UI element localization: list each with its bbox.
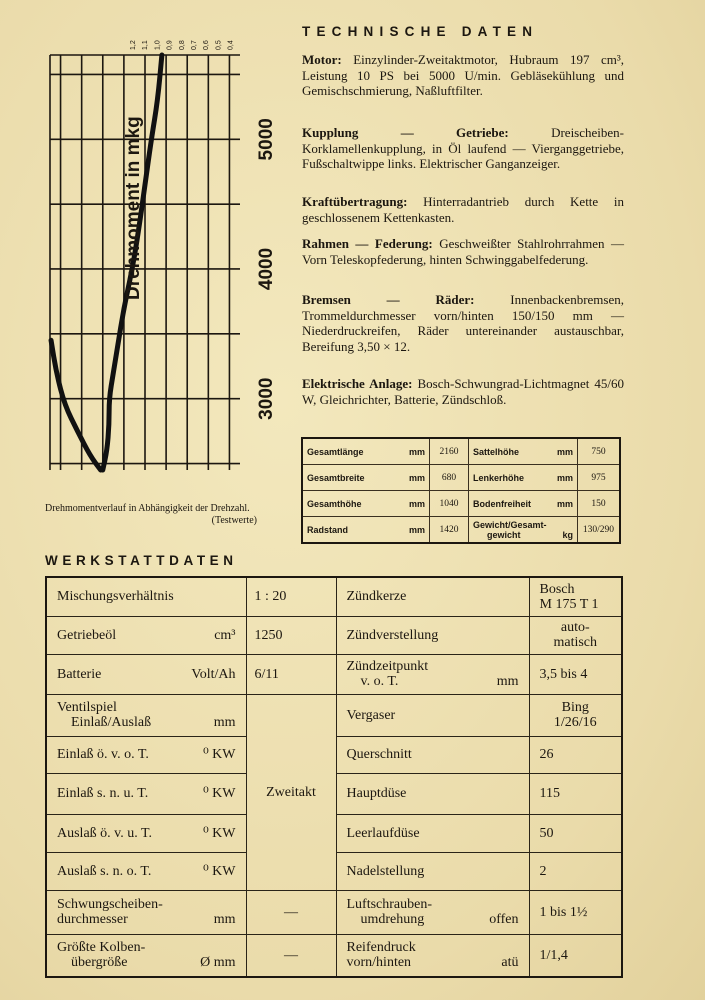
spec-kraft — [302, 194, 624, 225]
spec-key: Elektrische Anlage: — [302, 376, 413, 391]
torque-curve-2 — [51, 340, 101, 470]
werkstatt-table — [45, 576, 623, 978]
chart-note: (Testwerte) — [211, 515, 257, 526]
x-tick-labels — [130, 40, 235, 50]
table-row: Schwungscheiben- durchmesser mm — Luftschrauben- umdrehung offen 1 bis 1½ — [46, 890, 622, 934]
spec-key: Kupplung — Getriebe: — [302, 125, 509, 140]
spec-text: Dreischeiben-Korklamellenkupplung, in Öl laufend — Vierganggetriebe, Fußschaltwippe links. Elektrischer Ganganzeiger. — [302, 125, 624, 171]
tech-title: TECHNISCHE DATEN — [302, 24, 539, 39]
x-tick-label: 0,9 — [166, 40, 174, 50]
table-row: Einlaß s. n. u. T. ⁰ KW Hauptdüse 115 — [46, 773, 622, 814]
x-tick-label: 0,8 — [178, 40, 186, 50]
spec-motor — [302, 52, 624, 99]
table-row: Einlaß ö. v. o. T. ⁰ KW Querschnitt 26 — [46, 736, 622, 773]
y-tick-label: 5000 — [256, 118, 277, 161]
table-row: Gesamtlänge mm 2160 Sattelhöhe mm 750 — [302, 438, 620, 465]
x-tick-label: 1,2 — [130, 40, 137, 50]
zweitakt-cell: Zweitakt — [246, 694, 336, 890]
chart-caption — [45, 503, 257, 527]
spec-text: Hinterradantrieb durch Kette in geschlossenem Kettenkasten. — [302, 194, 625, 225]
table-row: Ventilspiel Einlaß/Auslaß mm Zweitakt Vergaser Bing 1/26/16 — [46, 694, 622, 736]
spec-text: Bosch-Schwungrad-Lichtmagnet 45/60 W, Gleichrichter, Batterie, Zündschloß. — [302, 376, 624, 407]
y-tick-label: 3000 — [256, 377, 277, 420]
x-tick-label: 1,1 — [142, 40, 150, 50]
x-tick-label: 0,5 — [215, 40, 223, 50]
table-row: Größte Kolben- übergröße Ø mm — Reifendruck vorn/hinten atü 1/1,4 — [46, 934, 622, 977]
spec-kupplung — [302, 125, 624, 172]
x-tick-label: 0,4 — [227, 40, 235, 50]
dimensions-table — [301, 437, 621, 544]
table-row: Radstand mm 1420 Gewicht/Gesamt- gewicht kg 130/290 — [302, 517, 620, 544]
table-row: Getriebeöl cm³ 1250 Zündverstellung auto- matisch — [46, 616, 622, 654]
torque-chart — [0, 0, 300, 500]
x-tick-label: 1,0 — [154, 40, 162, 50]
x-tick-label: 0,6 — [203, 40, 211, 50]
spec-key: Motor: — [302, 52, 342, 67]
table-row: Auslaß ö. v. u. T. ⁰ KW Leerlaufdüse 50 — [46, 814, 622, 852]
table-row: Auslaß s. n. o. T. ⁰ KW Nadelstellung 2 — [46, 852, 622, 890]
spec-bremsen — [302, 292, 624, 354]
spec-text: Innenbackenbremsen, Trommeldurchmesser vorn/hinten 150/150 mm — Niederdruckreifen, Räder untereinander austauschbar, Bereifung 3,50 × 12. — [302, 292, 624, 354]
spec-rahmen — [302, 236, 624, 267]
spec-text: Einzylinder-Zweitaktmotor, Hubraum 197 cm³, Leistung 10 PS bei 5000 U/min. Gebläsekühlung und Gemischschmierung, Naßluftfilter. — [302, 52, 624, 98]
table-row: Gesamthöhe mm 1040 Bodenfreiheit mm 150 — [302, 491, 620, 517]
chart-grid — [50, 55, 240, 470]
y-tick-label: 4000 — [256, 247, 277, 291]
spec-key: Rahmen — Federung: — [302, 236, 433, 251]
y-axis-label: Drehmoment in mkg — [123, 116, 144, 300]
chart-title: Drehmomentverlauf in Abhängigkeit der Drehzahl. — [45, 503, 250, 514]
spec-text: Geschweißter Stahlrohrrahmen — Vorn Teleskopfederung, hinten Schwinggabelfederung. — [302, 236, 625, 267]
spec-elektrik — [302, 376, 624, 407]
spec-key: Bremsen — Räder: — [302, 292, 475, 307]
table-row: Batterie Volt/Ah 6/11 Zündzeitpunkt v. o. T. mm 3,5 bis 4 — [46, 654, 622, 694]
spec-key: Kraftübertragung: — [302, 194, 408, 209]
table-row: Gesamtbreite mm 680 Lenkerhöhe mm 975 — [302, 465, 620, 491]
x-tick-label: 0,7 — [191, 40, 198, 50]
table-row: Mischungsverhältnis 1 : 20 Zündkerze Bosch M 175 T 1 — [46, 577, 622, 616]
werkstatt-title: WERKSTATTDATEN — [45, 553, 238, 568]
y-tick-labels — [256, 118, 277, 420]
